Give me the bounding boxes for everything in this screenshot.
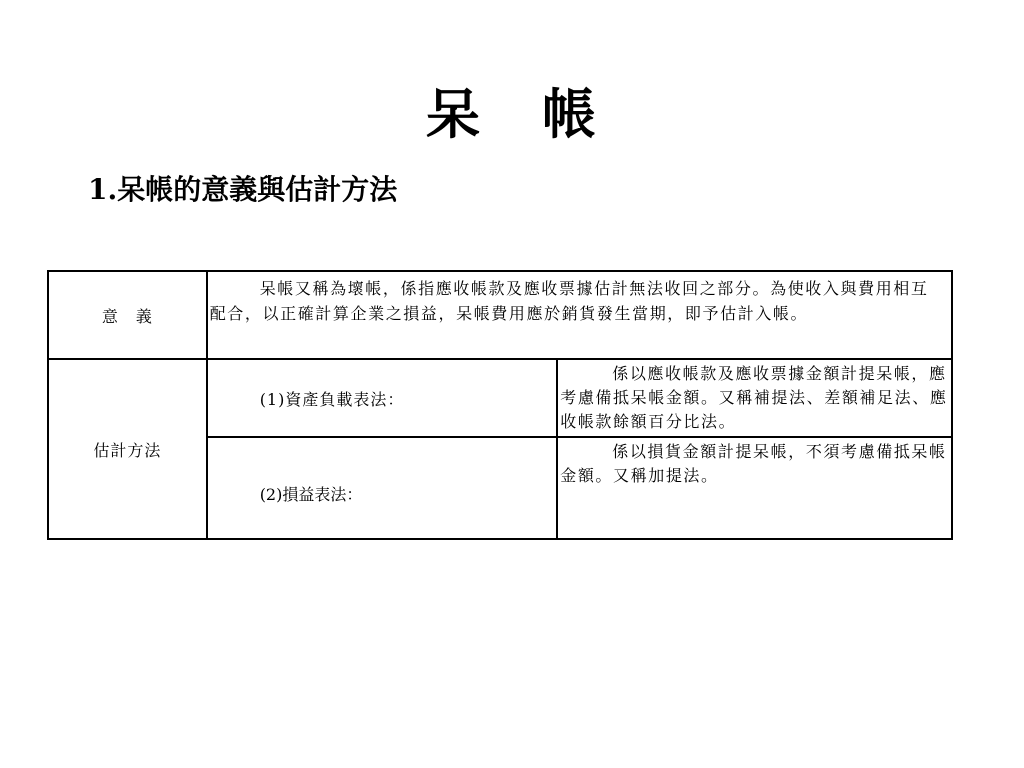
- meaning-row: [48, 271, 952, 359]
- meaning-text: 呆帳又稱為壞帳，係指應收帳款及應收票據估計無法收回之部分。為使收入與費用相互配合，以正確計算企業之損益，呆帳費用應於銷貨發生當期，即予估計入帳。: [209, 279, 929, 323]
- meaning-label: 意 義: [48, 271, 207, 359]
- slide-title-part2: 帳: [542, 82, 598, 146]
- method-description-1: 係以應收帳款及應收票據金額計提呆帳，應考慮備抵呆帳金額。又稱補提法、差額補足法、應收帳款餘額百分比法。: [560, 364, 948, 431]
- method-description-2: 係以損貨金額計提呆帳，不須考慮備抵呆帳金額。又稱加提法。: [560, 442, 947, 485]
- slide-title: [0, 72, 1024, 149]
- method-desc-cell-1: [557, 359, 952, 437]
- meaning-cell: [207, 271, 952, 359]
- section-heading: 1.呆帳的意義與估計方法: [88, 173, 398, 206]
- method-row-1: [48, 359, 952, 437]
- method-name-2: (2)損益表法：: [207, 437, 558, 539]
- slide-title-part1: 呆: [426, 82, 482, 146]
- method-label: 估計方法: [48, 359, 207, 539]
- method-desc-cell-2: [557, 437, 952, 539]
- bad-debt-table: [47, 270, 953, 540]
- method-name-1: (1)資產負載表法：: [207, 359, 558, 437]
